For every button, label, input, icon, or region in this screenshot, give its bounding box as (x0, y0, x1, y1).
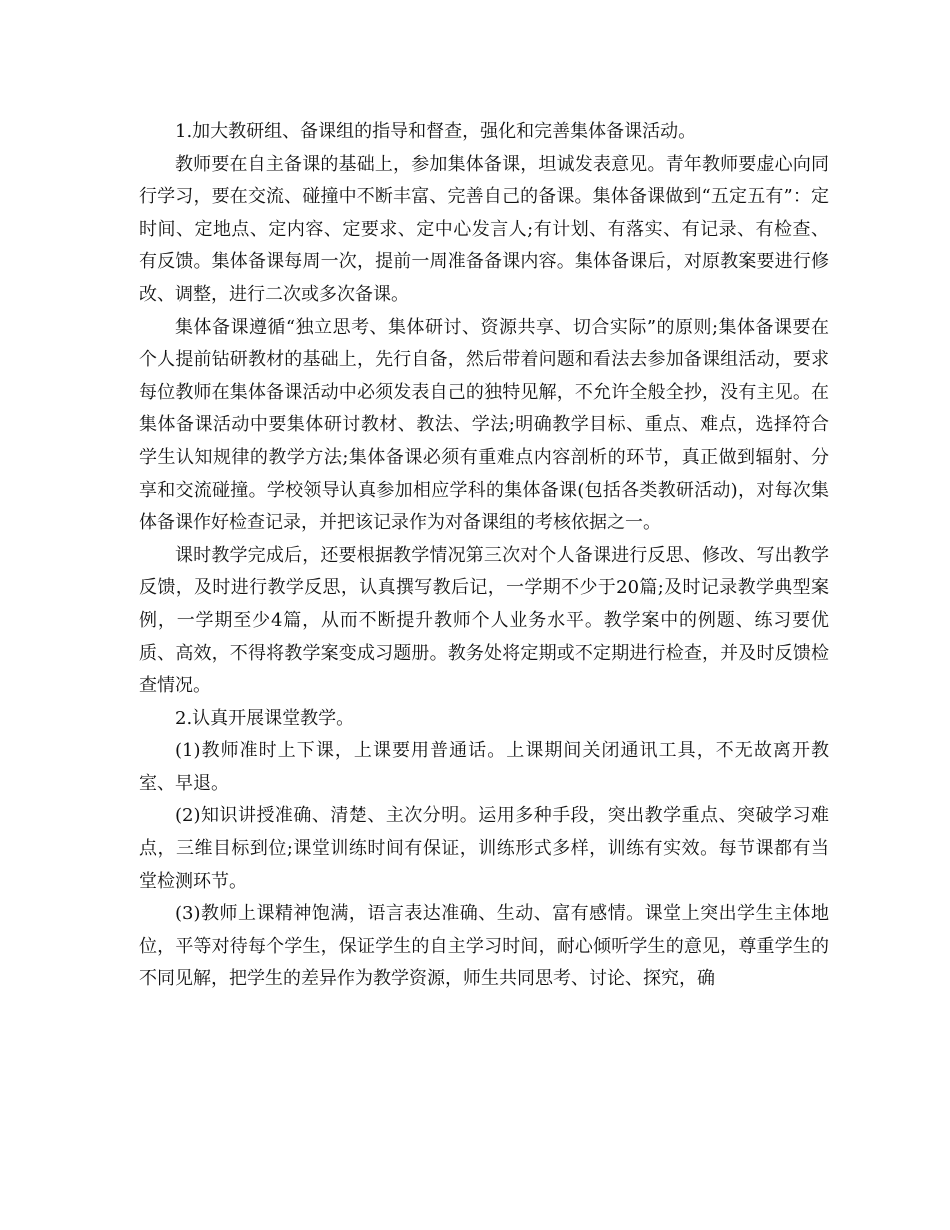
paragraph-item-2: (2)知识讲授准确、清楚、主次分明。运用多种手段，突出教学重点、突破学习难点，三维目标到位;课堂训练时间有保证，训练形式多样，训练有实效。每节课都有当堂检测环节。 (139, 805, 829, 892)
paragraph-section-1-heading: 1.加大教研组、备课组的指导和督查，强化和完善集体备课活动。 (175, 121, 697, 142)
paragraph-section-2-heading: 2.认真开展课堂教学。 (175, 707, 355, 729)
paragraph-prep-principles: 集体备课遵循“独立思考、集体研讨、资源共享、切合实际”的原则;集体备课要在个人提前钻研教材的基础上，先行自备，然后带着问题和看法去参加备课组活动，要求每位教师在集体备课活动中必须发表自己的独特见解，不允许全般全抄，没有主见。在集体备课活动中要集体研讨教材、教法、学法;明确教学目标、重点、难点，选择符合学生认知规律的教学方法;集体备课必须有重难点内容剖析的环节，真正做到辐射、分享和交流碰撞。学校领导认真参加相应学科的集体备课(包括各类教研活动)，对每次集体备课作好检查记录，并把该记录作为对备课组的考核依据之一。 (139, 316, 829, 534)
paragraph-item-3: (3)教师上课精神饱满，语言表达准确、生动、富有感情。课堂上突出学生主体地位，平等对待每个学生，保证学生的自主学习时间，耐心倾听学生的意见，尊重学生的不同见解，把学生的差异作为教学资源，师生共同思考、讨论、探究，确 (139, 903, 829, 990)
paragraph-item-1: (1)教师准时上下课，上课要用普通话。上课期间关闭通讯工具，不无故离开教室、早退。 (139, 740, 829, 794)
paragraph-reflection: 课时教学完成后，还要根据教学情况第三次对个人备课进行反思、修改、写出教学反馈，及时进行教学反思，认真撰写教后记，一学期不少于20篇;及时记录教学典型案例，一学期至少4篇，从而不断提升教师个人业务水平。教学案中的例题、练习要优质、高效，不得将教学案变成习题册。教务处将定期或不定期进行检查，并及时反馈检查情况。 (139, 544, 829, 697)
document-body (139, 116, 829, 996)
paragraph-collective-prep: 教师要在自主备课的基础上，参加集体备课，坦诚发表意见。青年教师要虚心向同行学习，要在交流、碰撞中不断丰富、完善自己的备课。集体备课做到“五定五有”：定时间、定地点、定内容、定要求、定中心发言人;有计划、有落实、有记录、有检查、有反馈。集体备课每周一次，提前一周准备备课内容。集体备课后，对原教案要进行修改、调整，进行二次或多次备课。 (139, 153, 829, 305)
